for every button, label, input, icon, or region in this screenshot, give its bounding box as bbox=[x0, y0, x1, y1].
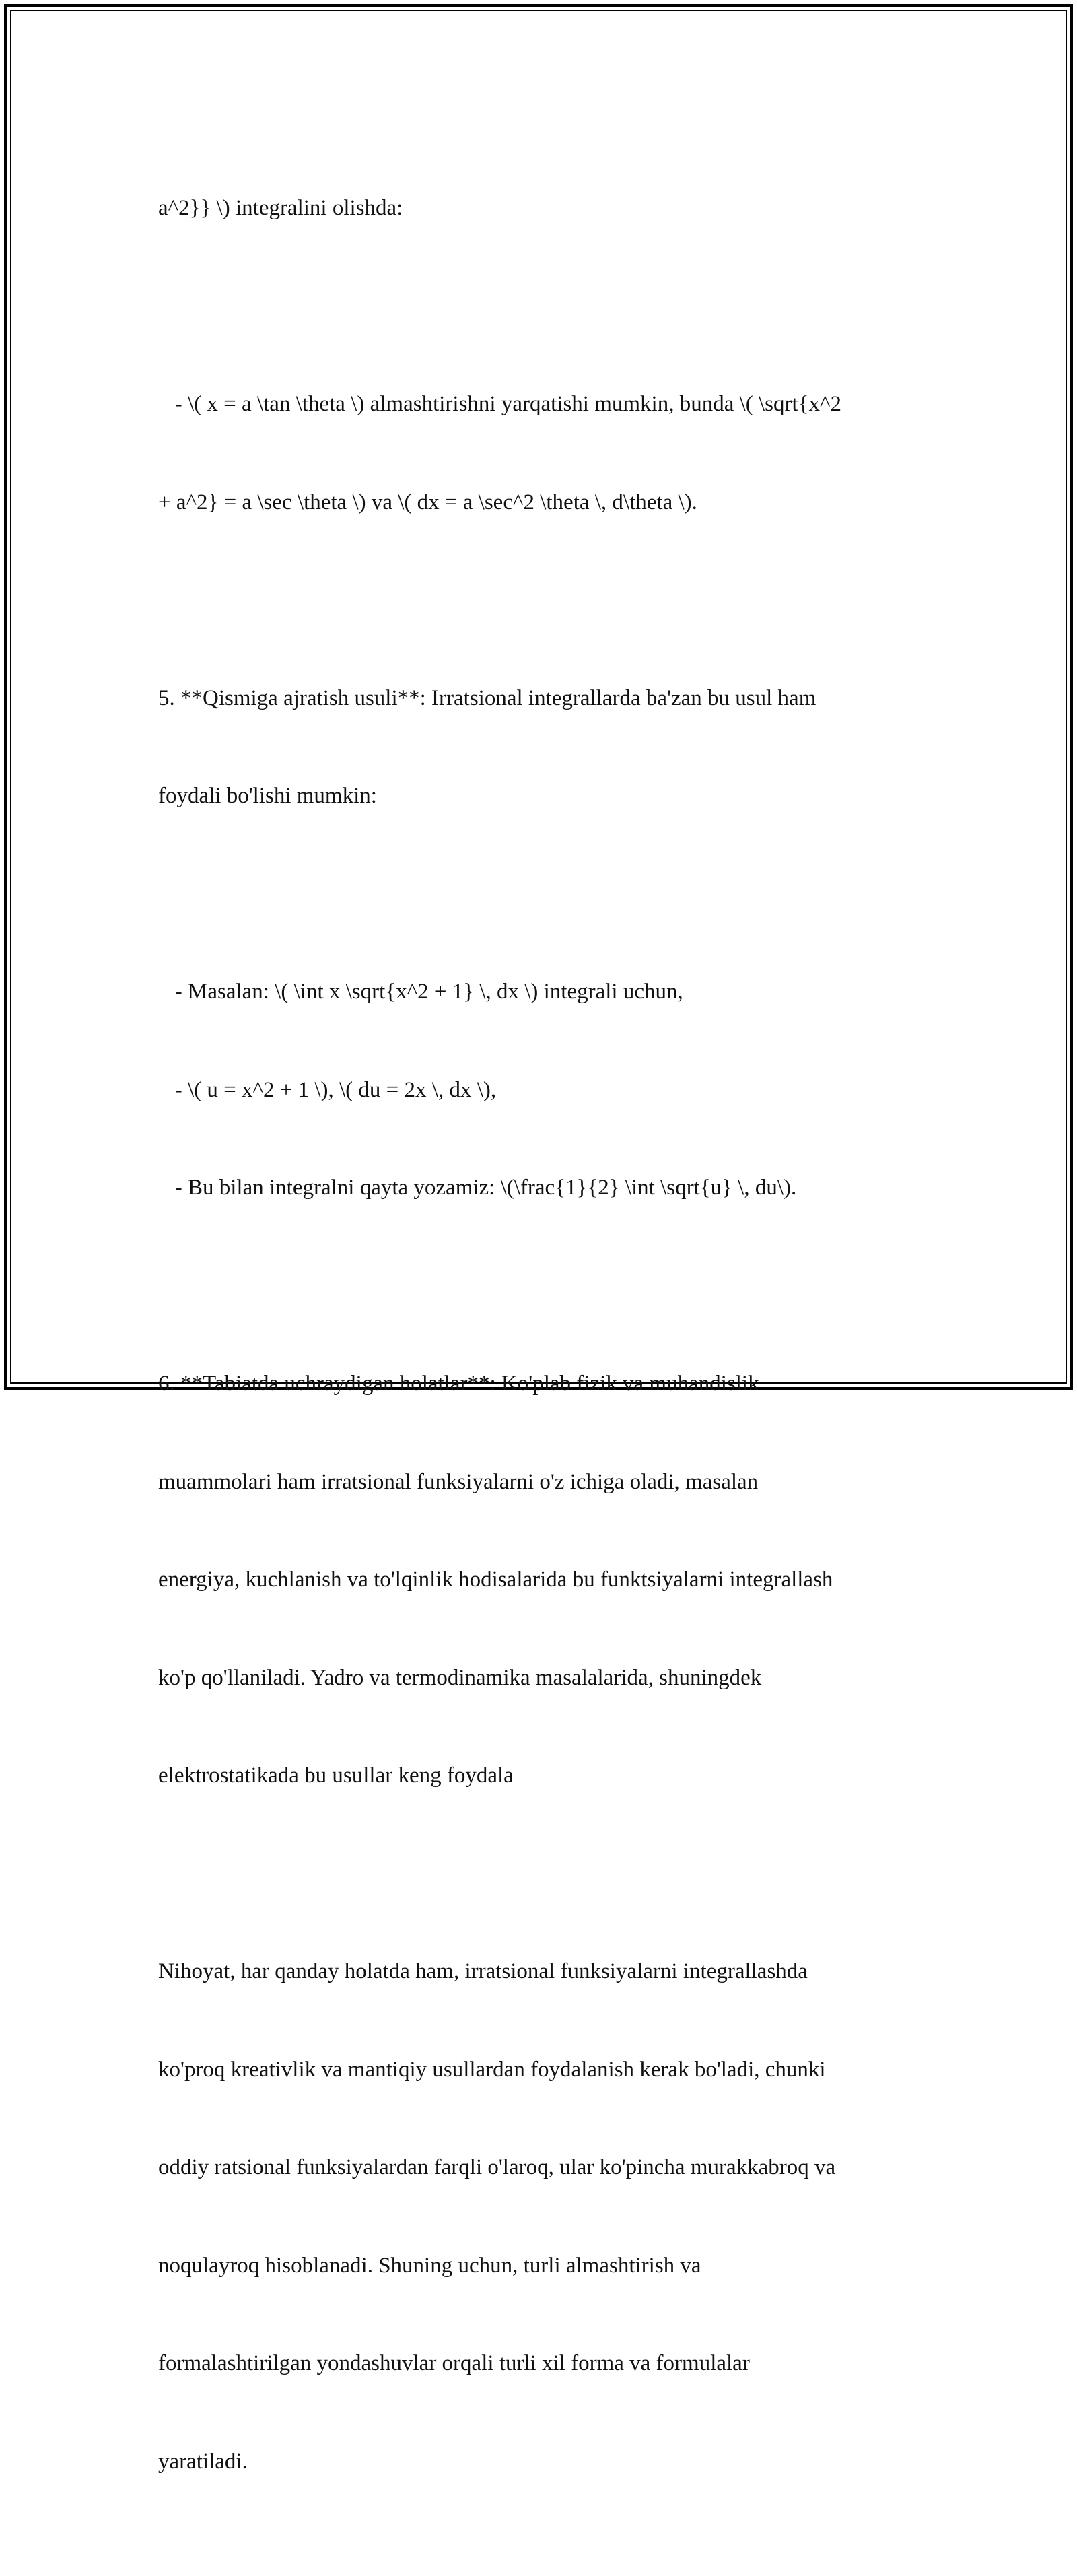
text-line: a^2}} \) integralini olishda: bbox=[158, 196, 403, 220]
text-line: - Bu bilan integralni qayta yozamiz: \(\frac{1}{2} \int \sqrt{u} \, du\). bbox=[158, 1176, 797, 1200]
text-line: - Masalan: \( \int x \sqrt{x^2 + 1} \, dx \) integrali uchun, bbox=[158, 980, 683, 1004]
text-line: ko'proq kreativlik va mantiqiy usullardan foydalanish kerak bo'ladi, chunki bbox=[158, 2057, 826, 2082]
paragraph-item-6 bbox=[158, 1302, 919, 1858]
text-line: 5. **Qismiga ajratish usuli**: Irratsional integrallarda ba'zan bu usul ham bbox=[158, 685, 817, 710]
text-line: oddiy ratsional funksiyalardan farqli o'laroq, ular ko'pincha murakkabroq va bbox=[158, 2155, 836, 2179]
paragraph-integral-continuation bbox=[158, 127, 919, 290]
document-body bbox=[158, 127, 919, 2576]
paragraph-conclusion bbox=[158, 1890, 919, 2543]
text-line: - \( x = a \tan \theta \) almashtirishni yarqatishi mumkin, bunda \( \sqrt{x^2 bbox=[158, 392, 842, 416]
text-line: ko'p qo'llaniladi. Yadro va termodinamika masalalarida, shuningdek bbox=[158, 1665, 762, 1690]
text-line: foydali bo'lishi mumkin: bbox=[158, 784, 377, 808]
text-line: energiya, kuchlanish va to'lqinlik hodisalarida bu funktsiyalarni integrallash bbox=[158, 1567, 833, 1592]
text-line: 6. **Tabiatda uchraydigan holatlar**: Ko'plab fizik va muhandislik bbox=[158, 1371, 759, 1396]
paragraph-tan-substitution bbox=[158, 323, 919, 584]
text-line: muammolari ham irratsional funksiyalarni o'z ichiga oladi, masalan bbox=[158, 1469, 759, 1494]
text-line: - \( u = x^2 + 1 \), \( du = 2x \, dx \), bbox=[158, 1077, 497, 1102]
text-line: yaratiladi. bbox=[158, 2449, 248, 2474]
text-line: elektrostatikada bu usullar keng foydala bbox=[158, 1763, 514, 1788]
text-line: noqulayroq hisoblanadi. Shuning uchun, turli almashtirish va bbox=[158, 2253, 701, 2278]
paragraph-item-5 bbox=[158, 617, 919, 878]
text-line: + a^2} = a \sec \theta \) va \( dx = a \sec^2 \theta \, d\theta \). bbox=[158, 489, 697, 514]
paragraph-example-list bbox=[158, 910, 919, 1270]
text-line: formalashtirilgan yondashuvlar orqali turli xil forma va formulalar bbox=[158, 2351, 750, 2375]
text-line: Nihoyat, har qanday holatda ham, irratsional funksiyalarni integrallashda bbox=[158, 1959, 808, 1984]
